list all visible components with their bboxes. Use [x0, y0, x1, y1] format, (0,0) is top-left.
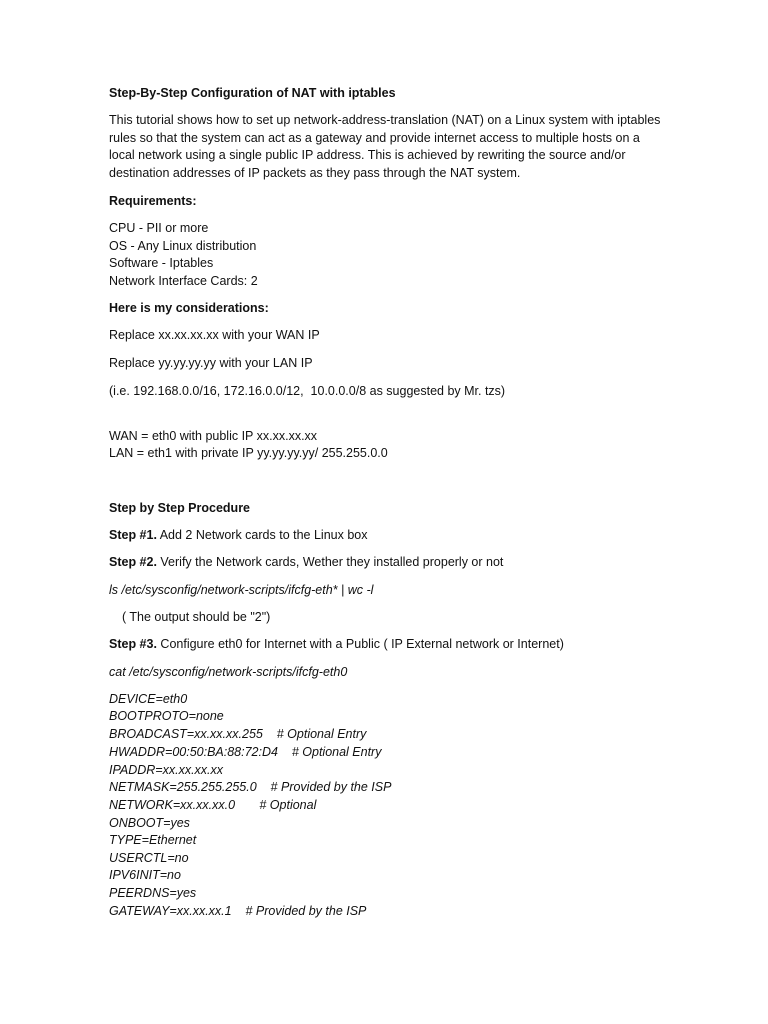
replace-wan-line: Replace xx.xx.xx.xx with your WAN IP: [109, 328, 320, 342]
requirement-item: Software - Iptables: [109, 256, 214, 270]
requirement-item: Network Interface Cards: 2: [109, 274, 258, 288]
config-line: ONBOOT=yes: [109, 816, 190, 830]
step-1-text: Add 2 Network cards to the Linux box: [156, 528, 368, 542]
config-line: IPV6INIT=no: [109, 868, 181, 882]
step-2-text: Verify the Network cards, Wether they installed properly or not: [156, 555, 504, 569]
step-2-command: ls /etc/sysconfig/network-scripts/ifcfg-eth* | wc -l: [109, 583, 374, 597]
procedure-heading: Step by Step Procedure: [109, 501, 251, 515]
config-line: PEERDNS=yes: [109, 886, 197, 900]
step-3-command: cat /etc/sysconfig/network-scripts/ifcfg-eth0: [109, 665, 348, 679]
ip-range-examples: (i.e. 192.168.0.0/16, 172.16.0.0/12, 10.0.0.0/8 as suggested by Mr. tzs): [109, 384, 506, 398]
requirement-item: CPU - PII or more: [109, 221, 209, 235]
step-3-label: Step #3.: [109, 637, 157, 651]
config-line: NETWORK=xx.xx.xx.0 # Optional: [109, 798, 317, 812]
requirement-item: OS - Any Linux distribution: [109, 239, 257, 253]
step-1-label: Step #1.: [109, 528, 157, 542]
step-2-label: Step #2.: [109, 555, 157, 569]
step-3-text: Configure eth0 for Internet with a Public ( IP External network or Internet): [156, 637, 564, 651]
config-line: BOOTPROTO=none: [109, 709, 224, 723]
step-1: [109, 527, 367, 544]
considerations-heading: Here is my considerations:: [109, 301, 269, 315]
config-line: GATEWAY=xx.xx.xx.1 # Provided by the ISP: [109, 904, 367, 918]
config-line: IPADDR=xx.xx.xx.xx: [109, 763, 224, 777]
config-line: DEVICE=eth0: [109, 692, 188, 706]
lan-line: LAN = eth1 with private IP yy.yy.yy.yy/ 255.255.0.0: [109, 446, 388, 460]
config-line: USERCTL=no: [109, 851, 189, 865]
step-2: [109, 554, 503, 571]
config-line: NETMASK=255.255.255.0 # Provided by the ISP: [109, 780, 392, 794]
intro-paragraph: This tutorial shows how to set up network-address-translation (NAT) on a Linux system with iptables rules so that the system can act as a gateway and provide internet access to multiple hosts on a local network using a single public IP address. This is achieved by rewriting the source and/or destination addresses of IP packets as they pass through the NAT system.: [109, 113, 661, 181]
step-3: [109, 636, 564, 653]
requirements-heading: Requirements:: [109, 194, 197, 208]
config-line: TYPE=Ethernet: [109, 833, 197, 847]
replace-lan-line: Replace yy.yy.yy.yy with your LAN IP: [109, 356, 313, 370]
config-line: HWADDR=00:50:BA:88:72:D4 # Optional Entry: [109, 745, 382, 759]
step-2-note: ( The output should be "2"): [122, 610, 271, 624]
document-title: Step-By-Step Configuration of NAT with iptables: [109, 86, 396, 100]
config-line: BROADCAST=xx.xx.xx.255 # Optional Entry: [109, 727, 367, 741]
wan-line: WAN = eth0 with public IP xx.xx.xx.xx: [109, 429, 318, 443]
